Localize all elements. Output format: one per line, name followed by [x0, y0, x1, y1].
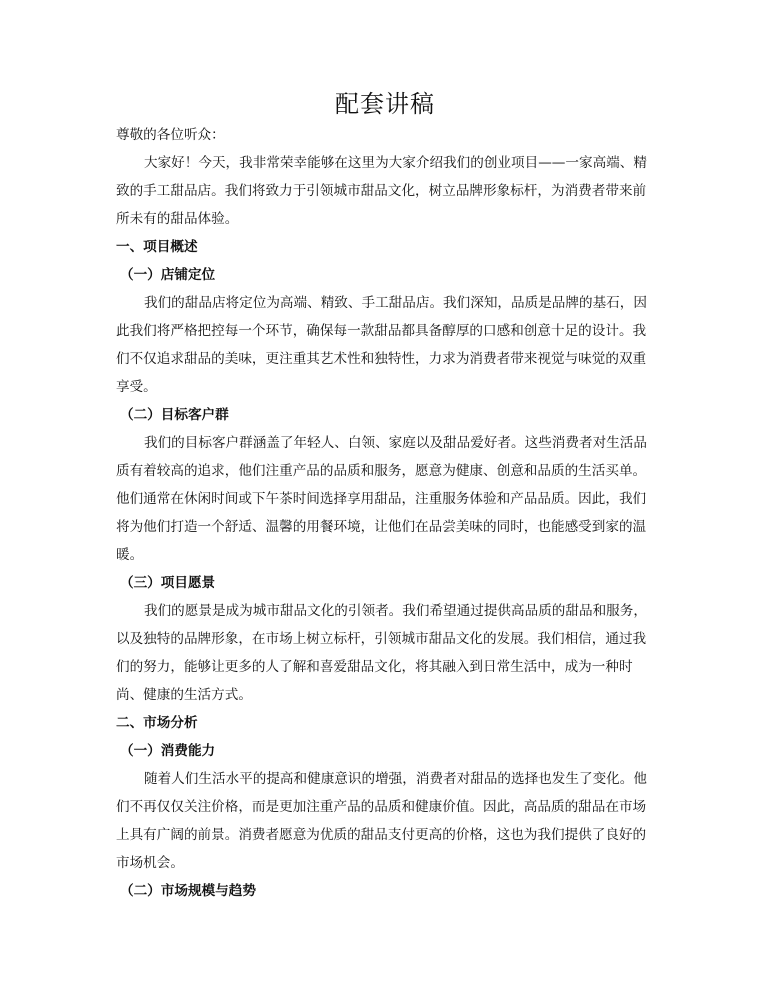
paragraph-line: 我们的愿景是成为城市甜品文化的引领者。我们希望通过提供高品质的甜品和服务，: [144, 603, 647, 619]
subsection-heading: （二）市场规模与趋势: [120, 883, 256, 899]
intro-line: 大家好！今天，我非常荣幸能够在这里为大家介绍我们的创业项目——一家高端、精: [144, 155, 647, 171]
paragraph-line: 们不仅追求甜品的美味，更注重其艺术性和独特性，力求为消费者带来视觉与味觉的双重: [116, 351, 647, 367]
paragraph-line: 以及独特的品牌形象，在市场上树立标杆，引领城市甜品文化的发展。我们相信，通过我: [116, 631, 647, 647]
paragraph-line: 我们的目标客户群涵盖了年轻人、白领、家庭以及甜品爱好者。这些消费者对生活品: [144, 435, 647, 451]
paragraph-line: 市场机会。: [116, 855, 184, 871]
paragraph-line: 我们的甜品店将定位为高端、精致、手工甜品店。我们深知，品质是品牌的基石，因: [144, 295, 647, 311]
page-title: 配套讲稿: [335, 90, 435, 118]
subsection-heading: （一）消费能力: [120, 743, 216, 759]
subsection-heading: （三）项目愿景: [120, 575, 216, 591]
intro-line: 所未有的甜品体验。: [116, 211, 239, 227]
paragraph-line: 随着人们生活水平的提高和健康意识的增强，消费者对甜品的选择也发生了变化。他: [144, 771, 647, 787]
paragraph-line: 质有着较高的追求，他们注重产品的品质和服务，愿意为健康、创意和品质的生活买单。: [116, 463, 647, 479]
intro-line: 致的手工甜品店。我们将致力于引领城市甜品文化，树立品牌形象标杆，为消费者带来前: [116, 183, 647, 199]
paragraph-line: 上具有广阔的前景。消费者愿意为优质的甜品支付更高的价格，这也为我们提供了良好的: [116, 827, 647, 843]
paragraph-line: 他们通常在休闲时间或下午茶时间选择享用甜品，注重服务体验和产品品质。因此，我们: [116, 491, 647, 507]
section-heading: 二、市场分析: [116, 715, 198, 731]
paragraph-line: 此我们将严格把控每一个环节，确保每一款甜品都具备醇厚的口感和创意十足的设计。我: [116, 323, 647, 339]
paragraph-line: 暖。: [116, 547, 144, 563]
paragraph-line: 尚、健康的生活方式。: [116, 687, 252, 703]
paragraph-line: 享受。: [116, 379, 157, 395]
subsection-heading: （一）店铺定位: [120, 267, 216, 283]
section-heading: 一、项目概述: [116, 239, 198, 255]
paragraph-line: 将为他们打造一个舒适、温馨的用餐环境，让他们在品尝美味的同时，也能感受到家的温: [116, 519, 647, 535]
subsection-heading: （二）目标客户群: [120, 407, 229, 423]
greeting: 尊敬的各位听众：: [116, 127, 225, 143]
paragraph-line: 们的努力，能够让更多的人了解和喜爱甜品文化，将其融入到日常生活中，成为一种时: [116, 659, 633, 675]
paragraph-line: 们不再仅仅关注价格，而是更加注重产品的品质和健康价值。因此，高品质的甜品在市场: [116, 799, 647, 815]
